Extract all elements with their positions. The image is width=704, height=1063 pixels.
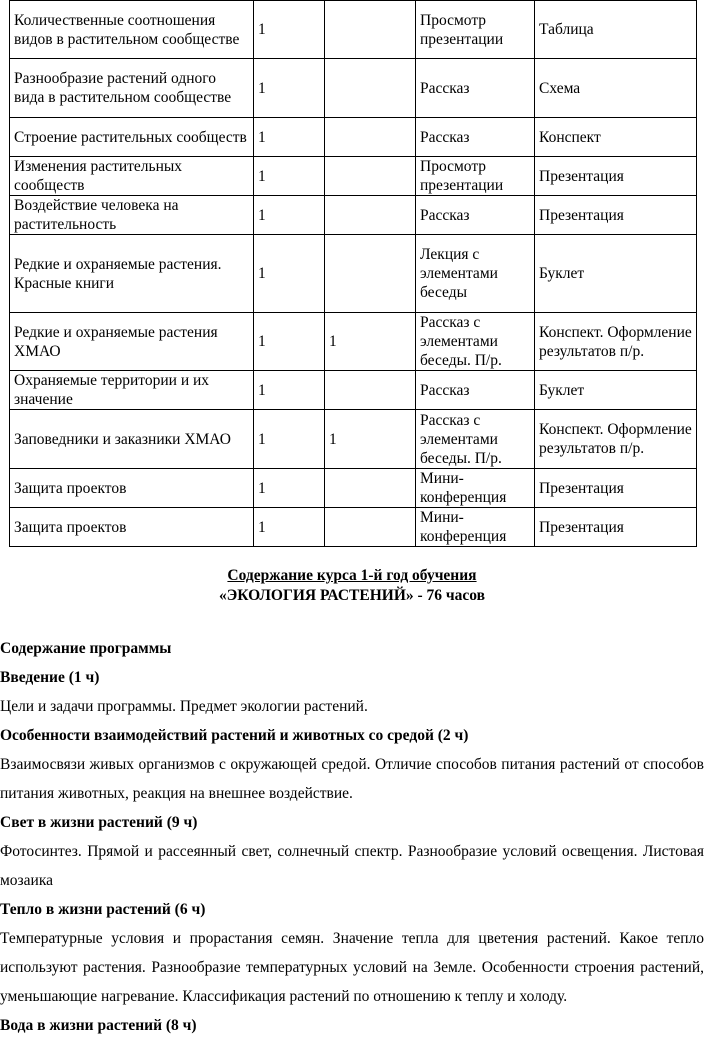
theory-hours-cell: 1 (254, 196, 325, 235)
lesson-form-cell: Мини-конференция (416, 508, 535, 547)
control-form-cell: Буклет (535, 371, 697, 410)
lesson-form-cell: Рассказ с элементами беседы. П/р. (416, 313, 535, 371)
lesson-form-cell: Рассказ (416, 196, 535, 235)
table-row (10, 469, 697, 508)
section-heading: Вода в жизни растений (8 ч) (0, 1017, 197, 1034)
table-row (10, 157, 697, 196)
topic-cell: Изменения растительных сообществ (10, 157, 254, 196)
practice-hours-cell: 1 (325, 313, 416, 371)
table-row (10, 235, 697, 313)
topic-cell: Редкие и охраняемые растения. Красные книги (10, 235, 254, 313)
lesson-plan-table (9, 0, 697, 547)
theory-hours-cell: 1 (254, 313, 325, 371)
lesson-form-cell: Рассказ (416, 371, 535, 410)
practice-hours-cell (325, 118, 416, 157)
practice-hours-cell (325, 508, 416, 547)
lesson-form-cell: Просмотр презентации (416, 157, 535, 196)
table-row (10, 118, 697, 157)
topic-cell: Защита проектов (10, 508, 254, 547)
section-text: Цели и задачи программы. Предмет экологии растений. (0, 698, 368, 715)
control-form-cell: Буклет (535, 235, 697, 313)
control-form-cell: Презентация (535, 508, 697, 547)
table-row (10, 410, 697, 469)
control-form-cell: Конспект (535, 118, 697, 157)
table-row (10, 196, 697, 235)
lesson-form-cell: Мини-конференция (416, 469, 535, 508)
practice-hours-cell (325, 235, 416, 313)
control-form-cell: Конспект. Оформление результатов п/р. (535, 410, 697, 469)
control-form-cell: Презентация (535, 469, 697, 508)
topic-cell: Заповедники и заказники ХМАО (10, 410, 254, 469)
table-row (10, 59, 697, 118)
table-row (10, 1, 697, 59)
course-content (0, 566, 704, 1040)
topic-cell: Строение растительных сообществ (10, 118, 254, 157)
practice-hours-cell (325, 157, 416, 196)
table-row (10, 371, 697, 410)
table-row (10, 313, 697, 371)
course-title-line-2: «ЭКОЛОГИЯ РАСТЕНИЙ» - 76 часов (218, 587, 486, 604)
section-heading: Тепло в жизни растений (6 ч) (0, 901, 206, 918)
topic-cell: Защита проектов (10, 469, 254, 508)
section-heading: Введение (1 ч) (0, 669, 100, 686)
practice-hours-cell: 1 (325, 410, 416, 469)
control-form-cell: Презентация (535, 157, 697, 196)
theory-hours-cell: 1 (254, 1, 325, 59)
theory-hours-cell: 1 (254, 371, 325, 410)
theory-hours-cell: 1 (254, 118, 325, 157)
table-row (10, 508, 697, 547)
control-form-cell: Презентация (535, 196, 697, 235)
topic-cell: Редкие и охраняемые растения ХМАО (10, 313, 254, 371)
control-form-cell: Конспект. Оформление результатов п/р. (535, 313, 697, 371)
course-title-line-1: Содержание курса 1-й год обучения (227, 567, 477, 584)
topic-cell: Количественные соотношения видов в растительном сообществе (10, 1, 254, 59)
practice-hours-cell (325, 1, 416, 59)
lesson-form-cell: Рассказ с элементами беседы. П/р. (416, 410, 535, 469)
theory-hours-cell: 1 (254, 508, 325, 547)
section-text: Взаимосвязи живых организмов с окружающей средой. Отличие способов питания растений от способов питания животных, реакция на внешнее воздействие. (0, 756, 704, 802)
section-heading: Особенности взаимодействий растений и животных со средой (2 ч) (0, 727, 469, 744)
topic-cell: Воздействие человека на растительность (10, 196, 254, 235)
control-form-cell: Схема (535, 59, 697, 118)
theory-hours-cell: 1 (254, 235, 325, 313)
lesson-form-cell: Просмотр презентации (416, 1, 535, 59)
lesson-form-cell: Рассказ (416, 59, 535, 118)
practice-hours-cell (325, 469, 416, 508)
section-heading: Свет в жизни растений (9 ч) (0, 814, 198, 831)
topic-cell: Охраняемые территории и их значение (10, 371, 254, 410)
lesson-plan-body (10, 1, 697, 547)
lesson-form-cell: Лекция с элементами беседы (416, 235, 535, 313)
practice-hours-cell (325, 196, 416, 235)
course-title (0, 566, 704, 606)
section-text: Температурные условия и прорастания семян. Значение тепла для цветения растений. Какое тепло используют растения. Разнообразие температурных условий на Земле. Особенности строения растений, уменьшающие нагревание. Классификация растений по отношению к теплу и холоду. (0, 930, 704, 1005)
theory-hours-cell: 1 (254, 157, 325, 196)
program-heading: Содержание программы (0, 640, 172, 657)
theory-hours-cell: 1 (254, 410, 325, 469)
practice-hours-cell (325, 371, 416, 410)
control-form-cell: Таблица (535, 1, 697, 59)
lesson-form-cell: Рассказ (416, 118, 535, 157)
topic-cell: Разнообразие растений одного вида в растительном сообществе (10, 59, 254, 118)
section-text: Фотосинтез. Прямой и рассеянный свет, солнечный спектр. Разнообразие условий освещения. Листовая мозаика (0, 843, 704, 889)
theory-hours-cell: 1 (254, 59, 325, 118)
theory-hours-cell: 1 (254, 469, 325, 508)
practice-hours-cell (325, 59, 416, 118)
